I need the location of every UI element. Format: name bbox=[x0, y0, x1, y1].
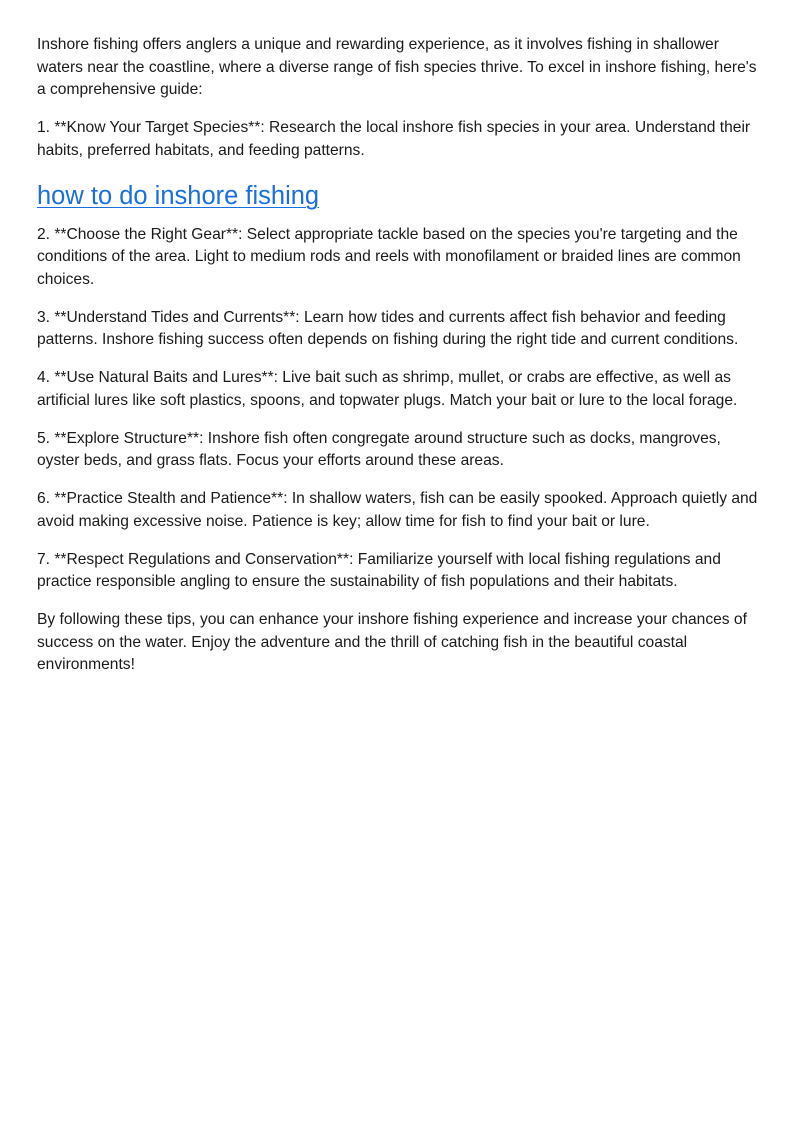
tip-explore-structure: 5. **Explore Structure**: Inshore fish often congregate around structure such as docks, mangroves, oyster beds, and grass flats. Focus your efforts around these areas. bbox=[37, 429, 721, 469]
intro-paragraph: Inshore fishing offers anglers a unique and rewarding experience, as it involves fishing in shallower waters near the coastline, where a diverse range of fish species thrive. To excel in inshore fishing, here's a comprehensive guide: bbox=[37, 36, 757, 98]
tip-tides-currents: 3. **Understand Tides and Currents**: Learn how tides and currents affect fish behavior and feeding patterns. Inshore fishing success often depends on fishing during the right tide and current conditions. bbox=[37, 308, 739, 348]
inshore-fishing-link[interactable]: how to do inshore fishing bbox=[37, 181, 320, 210]
conclusion-paragraph: By following these tips, you can enhance your inshore fishing experience and increase your chances of success on the water. Enjoy the adventure and the thrill of catching fish in the beautiful coastal environments! bbox=[37, 611, 747, 673]
tip-regulations: 7. **Respect Regulations and Conservation**: Familiarize yourself with local fishing regulations and practice responsible angling to ensure the sustainability of fish populations and their habitats. bbox=[37, 550, 721, 590]
tip-baits-lures: 4. **Use Natural Baits and Lures**: Live bait such as shrimp, mullet, or crabs are effective, as well as artificial lures like soft plastics, spoons, and topwater plugs. Match your bait or lure to the local forage. bbox=[37, 369, 738, 409]
tip-right-gear: 2. **Choose the Right Gear**: Select appropriate tackle based on the species you're targeting and the conditions of the area. Light to medium rods and reels with monofilament or braided lines are common choices. bbox=[37, 225, 741, 288]
tip-target-species: 1. **Know Your Target Species**: Research the local inshore fish species in your area. Understand their habits, preferred habitats, and feeding patterns. bbox=[37, 119, 751, 159]
document-page bbox=[37, 34, 761, 692]
tip-stealth-patience: 6. **Practice Stealth and Patience**: In shallow waters, fish can be easily spooked. Approach quietly and avoid making excessive noise. Patience is key; allow time for fish to find your bait or lure. bbox=[37, 490, 758, 530]
